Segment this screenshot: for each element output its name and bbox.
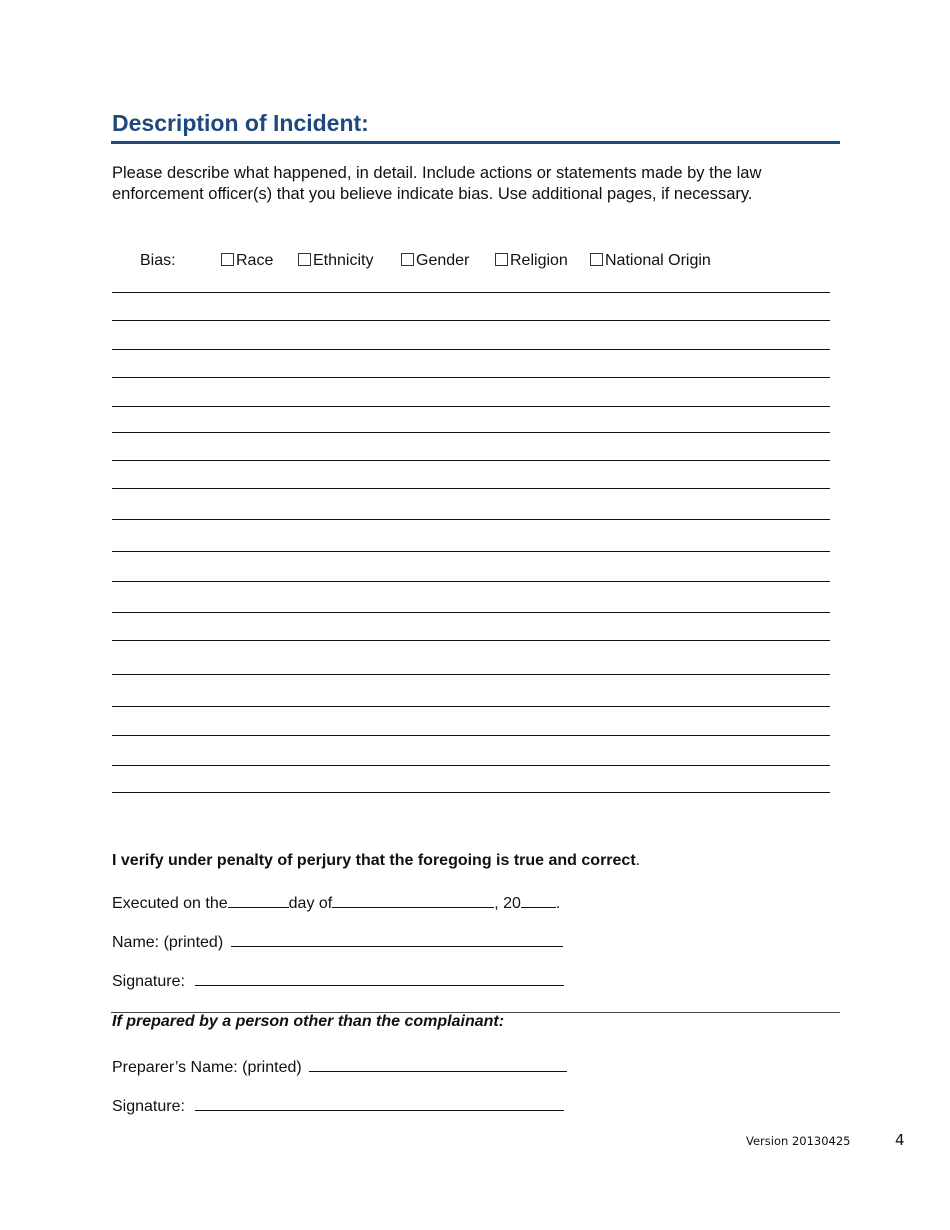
executed-on-row xyxy=(112,893,560,913)
description-line[interactable] xyxy=(112,551,830,552)
description-line[interactable] xyxy=(112,706,830,707)
section-title-rule xyxy=(111,141,840,144)
bias-option-label: National Origin xyxy=(605,252,711,269)
printed-name-label: Name: (printed) xyxy=(112,934,224,951)
bias-label: Bias: xyxy=(140,252,176,269)
printed-name-blank[interactable] xyxy=(231,932,563,947)
description-line[interactable] xyxy=(112,488,830,489)
executed-day-label: day of xyxy=(288,895,333,912)
bias-option-religion[interactable] xyxy=(495,252,568,270)
signature-row xyxy=(112,971,564,991)
executed-end: . xyxy=(555,895,561,912)
page-number: 4 xyxy=(895,1131,905,1149)
description-line[interactable] xyxy=(112,581,830,582)
executed-year-label: , 20 xyxy=(494,895,521,912)
bias-option-label: Religion xyxy=(510,252,568,269)
bias-option-race[interactable] xyxy=(221,252,273,270)
description-line[interactable] xyxy=(112,292,830,293)
checkbox-ethnicity[interactable] xyxy=(298,253,311,266)
preparer-signature-row xyxy=(112,1096,564,1116)
bias-option-label: Race xyxy=(236,252,274,269)
checkbox-gender[interactable] xyxy=(401,253,414,266)
instructions-text: Please describe what happened, in detail. Include actions or statements made by the law enforcement officer(s) that you believe indicate bias. Use additional pages, if necessary. xyxy=(112,164,762,203)
description-line[interactable] xyxy=(112,460,830,461)
description-line[interactable] xyxy=(112,406,830,407)
year-blank[interactable] xyxy=(521,893,556,908)
bias-option-national-origin[interactable] xyxy=(590,252,711,270)
description-line[interactable] xyxy=(112,640,830,641)
bias-option-label: Gender xyxy=(416,252,470,269)
description-line[interactable] xyxy=(112,432,830,433)
checkbox-race[interactable] xyxy=(221,253,234,266)
checkbox-religion[interactable] xyxy=(495,253,508,266)
description-line[interactable] xyxy=(112,674,830,675)
description-line[interactable] xyxy=(112,765,830,766)
bias-option-label: Ethnicity xyxy=(313,252,374,269)
version-label: Version 20130425 xyxy=(746,1134,851,1148)
description-line[interactable] xyxy=(112,349,830,350)
preparer-title: If prepared by a person other than the complainant: xyxy=(112,1013,505,1030)
preparer-name-label: Preparer’s Name: (printed) xyxy=(112,1059,302,1076)
preparer-signature-label: Signature: xyxy=(112,1098,185,1115)
perjury-statement-text: I verify under penalty of perjury that the foregoing is true and correct xyxy=(112,852,636,869)
description-line[interactable] xyxy=(112,735,830,736)
description-line[interactable] xyxy=(112,377,830,378)
checkbox-national-origin[interactable] xyxy=(590,253,603,266)
printed-name-row xyxy=(112,932,563,952)
day-blank[interactable] xyxy=(228,893,289,908)
description-line[interactable] xyxy=(112,519,830,520)
description-line[interactable] xyxy=(112,320,830,321)
bias-option-ethnicity[interactable] xyxy=(298,252,373,270)
description-line[interactable] xyxy=(112,792,830,793)
perjury-statement-period: . xyxy=(635,852,641,869)
signature-label: Signature: xyxy=(112,973,185,990)
perjury-statement xyxy=(112,852,640,870)
bias-option-gender[interactable] xyxy=(401,252,469,270)
preparer-name-blank[interactable] xyxy=(309,1057,567,1072)
preparer-name-row xyxy=(112,1057,567,1077)
preparer-signature-blank[interactable] xyxy=(195,1096,564,1111)
month-blank[interactable] xyxy=(332,893,494,908)
signature-blank[interactable] xyxy=(195,971,564,986)
section-title: Description of Incident: xyxy=(112,110,369,136)
executed-prefix: Executed on the xyxy=(112,895,228,912)
description-line[interactable] xyxy=(112,612,830,613)
